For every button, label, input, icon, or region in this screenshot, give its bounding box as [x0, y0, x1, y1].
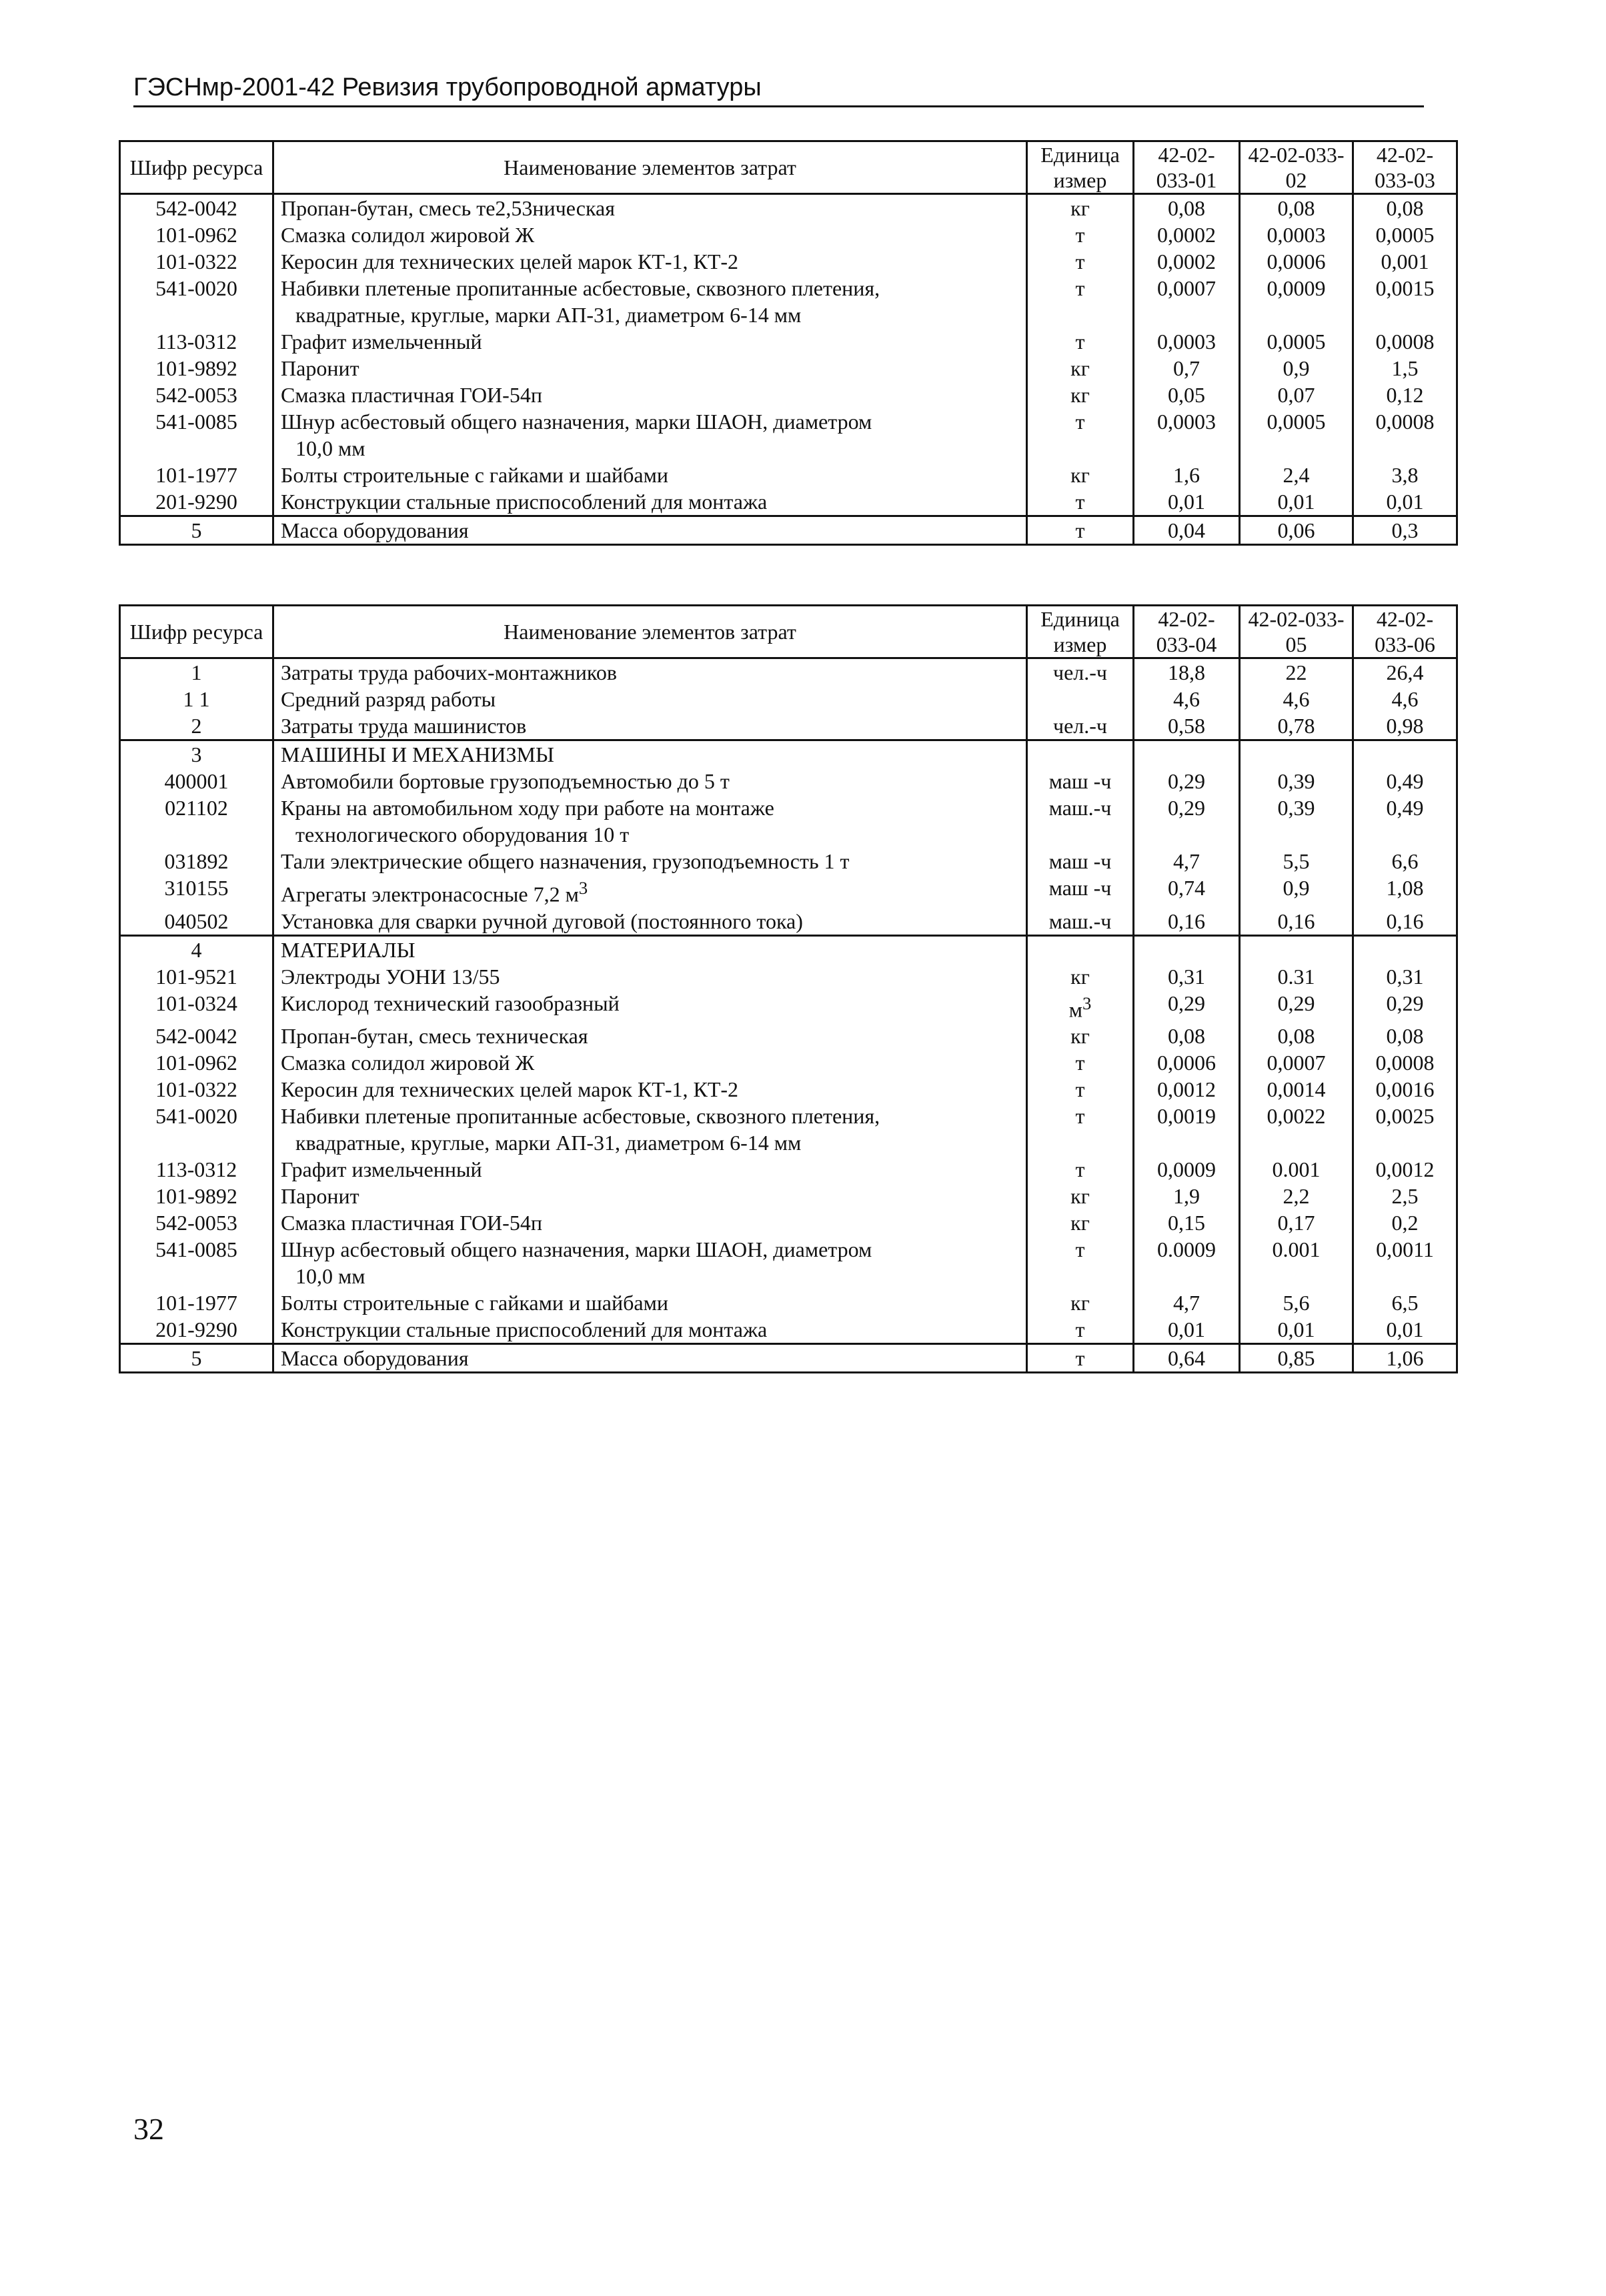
header-col2: 42-02-033-05: [1240, 606, 1353, 658]
row-value-2: [1240, 740, 1353, 768]
row-value-3: [1353, 935, 1457, 963]
row-value-3: 0,98: [1353, 712, 1457, 740]
page-number: 32: [133, 2112, 164, 2146]
row-value-2: 0,78: [1240, 712, 1353, 740]
row-value-2: 0,85: [1240, 1344, 1353, 1373]
row-value-1: 0,0012: [1134, 1076, 1240, 1103]
row-value-2: 2,2: [1240, 1183, 1353, 1209]
row-name: Автомобили бортовые грузоподъемностью до 5 т: [273, 768, 1027, 794]
row-value-3: 6,5: [1353, 1289, 1457, 1316]
row-value-3: 0,0011: [1353, 1236, 1457, 1289]
row-name-cell: [273, 794, 1027, 848]
table-row: [120, 658, 1457, 686]
row-value-3: 1,08: [1353, 875, 1457, 908]
row-unit: т: [1027, 1076, 1134, 1103]
row-unit: кг: [1027, 382, 1134, 408]
section-row: [120, 935, 1457, 963]
row-unit: т: [1027, 1156, 1134, 1183]
row-unit: т: [1027, 1103, 1134, 1156]
row-name: Графит измельченный: [273, 328, 1027, 355]
header-col3: 42-02-033-06: [1353, 606, 1457, 658]
row-code: 5: [120, 516, 273, 545]
row-unit: т: [1027, 408, 1134, 462]
row-value-1: 0,0006: [1134, 1049, 1240, 1076]
row-unit: т: [1027, 516, 1134, 545]
row-value-2: 22: [1240, 658, 1353, 686]
row-name: Масса оборудования: [273, 516, 1027, 545]
row-value-1: 0,0002: [1134, 248, 1240, 275]
row-unit: кг: [1027, 462, 1134, 488]
row-name: Паронит: [273, 355, 1027, 382]
row-code: 400001: [120, 768, 273, 794]
table-row: [120, 221, 1457, 248]
row-value-2: 0,9: [1240, 355, 1353, 382]
section-code: 3: [120, 740, 273, 768]
section-title: МАШИНЫ И МЕХАНИЗМЫ: [273, 740, 1027, 768]
row-code: 113-0312: [120, 1156, 273, 1183]
row-unit: чел.-ч: [1027, 712, 1134, 740]
row-code: 021102: [120, 794, 273, 848]
row-code: 201-9290: [120, 1316, 273, 1344]
header-code: Шифр ресурса: [120, 606, 273, 658]
row-name: Болты строительные с гайками и шайбами: [273, 1289, 1027, 1316]
row-value-1: 0,0009: [1134, 1156, 1240, 1183]
row-value-2: 4,6: [1240, 686, 1353, 712]
row-value-2: 0,9: [1240, 875, 1353, 908]
row-value-1: 0,05: [1134, 382, 1240, 408]
row-name-cell: [273, 1103, 1027, 1156]
row-value-3: 0,16: [1353, 908, 1457, 936]
row-value-3: 0,2: [1353, 1209, 1457, 1236]
table-row: [120, 908, 1457, 936]
row-name-continuation: технологического оборудования 10 т: [295, 822, 630, 846]
row-unit-superscript: 3: [1082, 993, 1092, 1013]
row-unit: м: [1068, 997, 1082, 1022]
row-name: Тали электрические общего назначения, грузоподъемность 1 т: [273, 848, 1027, 875]
row-name: Средний разряд работы: [273, 686, 1027, 712]
row-value-1: 0,0003: [1134, 328, 1240, 355]
row-value-1: 0,29: [1134, 768, 1240, 794]
header-col2: 42-02-033-02: [1240, 141, 1353, 194]
row-value-2: 0,08: [1240, 1023, 1353, 1049]
row-value-1: 0,0019: [1134, 1103, 1240, 1156]
row-name: Набивки плетеные пропитанные асбестовые, сквозного плетения,: [281, 276, 880, 300]
row-value-3: 2,5: [1353, 1183, 1457, 1209]
row-name-continuation: квадратные, круглые, марки АП-31, диаметром 6-14 мм: [295, 303, 802, 327]
table-row: [120, 990, 1457, 1023]
table-row: [120, 1076, 1457, 1103]
row-name: Керосин для технических целей марок КТ-1, КТ-2: [273, 1076, 1027, 1103]
row-value-3: 1,06: [1353, 1344, 1457, 1373]
table-row: [120, 462, 1457, 488]
row-name: Конструкции стальные приспособлений для монтажа: [273, 488, 1027, 516]
row-value-2: 0,0006: [1240, 248, 1353, 275]
row-unit: [1027, 686, 1134, 712]
row-value-1: [1134, 935, 1240, 963]
row-code: 101-0962: [120, 1049, 273, 1076]
row-value-1: 0,04: [1134, 516, 1240, 545]
row-name: Установка для сварки ручной дуговой (постоянного тока): [273, 908, 1027, 936]
section-code: 4: [120, 935, 273, 963]
table-row: [120, 768, 1457, 794]
row-name: Электроды УОНИ 13/55: [273, 963, 1027, 990]
row-unit: маш.-ч: [1027, 908, 1134, 936]
row-name: Пропан-бутан, смесь техническая: [273, 1023, 1027, 1049]
row-value-1: 0,0002: [1134, 221, 1240, 248]
row-value-3: 0,0012: [1353, 1156, 1457, 1183]
row-unit: кг: [1027, 963, 1134, 990]
table-row: [120, 1316, 1457, 1344]
row-code: 201-9290: [120, 488, 273, 516]
table-row: [120, 875, 1457, 908]
row-name: Графит измельченный: [273, 1156, 1027, 1183]
table-row: [120, 1289, 1457, 1316]
row-unit: кг: [1027, 194, 1134, 222]
row-value-2: [1240, 935, 1353, 963]
row-value-1: 0,16: [1134, 908, 1240, 936]
row-unit: т: [1027, 328, 1134, 355]
row-value-1: 1,6: [1134, 462, 1240, 488]
table-row: [120, 712, 1457, 740]
resource-table-1: [119, 140, 1458, 546]
row-value-1: 0,08: [1134, 1023, 1240, 1049]
row-unit: кг: [1027, 1183, 1134, 1209]
row-value-2: 0,08: [1240, 194, 1353, 222]
row-value-1: 0,7: [1134, 355, 1240, 382]
row-name: Агрегаты электронасосные 7,2 м: [281, 882, 579, 907]
row-value-3: 0,0025: [1353, 1103, 1457, 1156]
row-value-1: 0,01: [1134, 1316, 1240, 1344]
row-value-3: 0,001: [1353, 248, 1457, 275]
row-value-1: 0,01: [1134, 488, 1240, 516]
header-name: Наименование элементов затрат: [273, 606, 1027, 658]
row-unit: т: [1027, 221, 1134, 248]
row-value-3: 0,0005: [1353, 221, 1457, 248]
row-code: 541-0020: [120, 275, 273, 328]
row-unit: маш -ч: [1027, 848, 1134, 875]
row-name: Шнур асбестовый общего назначения, марки ШАОН, диаметром: [281, 410, 872, 434]
row-value-1: 4,6: [1134, 686, 1240, 712]
row-code: 101-9521: [120, 963, 273, 990]
row-code: 541-0020: [120, 1103, 273, 1156]
row-value-3: 0,0016: [1353, 1076, 1457, 1103]
row-value-3: 0,01: [1353, 488, 1457, 516]
row-value-1: 0,64: [1134, 1344, 1240, 1373]
row-value-1: 1,9: [1134, 1183, 1240, 1209]
table-row: [120, 1103, 1457, 1156]
row-code: 101-9892: [120, 1183, 273, 1209]
table-row: [120, 1344, 1457, 1373]
row-value-3: 0,49: [1353, 794, 1457, 848]
table-row: [120, 355, 1457, 382]
row-value-1: [1134, 740, 1240, 768]
table-header-row: [120, 606, 1457, 658]
row-value-3: 26,4: [1353, 658, 1457, 686]
row-value-3: 0,01: [1353, 1316, 1457, 1344]
row-value-3: 4,6: [1353, 686, 1457, 712]
row-code: 542-0042: [120, 194, 273, 222]
row-unit: т: [1027, 1049, 1134, 1076]
table-row: [120, 1049, 1457, 1076]
row-code: 113-0312: [120, 328, 273, 355]
row-value-2: 0.001: [1240, 1156, 1353, 1183]
row-value-2: 5,5: [1240, 848, 1353, 875]
row-value-1: 4,7: [1134, 848, 1240, 875]
table-row: [120, 963, 1457, 990]
table-row: [120, 328, 1457, 355]
page-header-title: ГЭСНмр-2001-42 Ревизия трубопроводной арматуры: [133, 72, 1424, 107]
table-row: [120, 516, 1457, 545]
row-value-1: 0,74: [1134, 875, 1240, 908]
row-unit: кг: [1027, 355, 1134, 382]
row-value-3: 0,0015: [1353, 275, 1457, 328]
row-unit: т: [1027, 488, 1134, 516]
row-value-2: 0,01: [1240, 488, 1353, 516]
row-code: 1 1: [120, 686, 273, 712]
row-value-3: 0,3: [1353, 516, 1457, 545]
row-value-2: 0,06: [1240, 516, 1353, 545]
row-name-cell: [273, 1236, 1027, 1289]
table-row: [120, 1183, 1457, 1209]
row-code: 5: [120, 1344, 273, 1373]
table-row: [120, 248, 1457, 275]
row-name: Краны на автомобильном ходу при работе на монтаже: [281, 796, 774, 820]
header-unit: Единица измер: [1027, 606, 1134, 658]
row-value-2: 0,17: [1240, 1209, 1353, 1236]
row-code: 101-9892: [120, 355, 273, 382]
row-unit: чел.-ч: [1027, 658, 1134, 686]
row-code: 542-0042: [120, 1023, 273, 1049]
row-value-2: 0,01: [1240, 1316, 1353, 1344]
row-value-3: 0,08: [1353, 194, 1457, 222]
row-value-3: 3,8: [1353, 462, 1457, 488]
header-col1: 42-02-033-04: [1134, 606, 1240, 658]
row-value-3: 0,12: [1353, 382, 1457, 408]
row-unit: т: [1027, 275, 1134, 328]
row-code: 541-0085: [120, 408, 273, 462]
row-value-2: 2,4: [1240, 462, 1353, 488]
row-value-3: 0,08: [1353, 1023, 1457, 1049]
row-code: 101-0322: [120, 1076, 273, 1103]
row-name-continuation: 10,0 мм: [295, 1264, 365, 1289]
row-name-superscript: 3: [578, 878, 588, 898]
row-name: Конструкции стальные приспособлений для монтажа: [273, 1316, 1027, 1344]
row-value-1: 0.0009: [1134, 1236, 1240, 1289]
table-row: [120, 408, 1457, 462]
row-unit: т: [1027, 248, 1134, 275]
row-value-3: 0,49: [1353, 768, 1457, 794]
table-row: [120, 794, 1457, 848]
row-unit: [1027, 935, 1134, 963]
row-value-2: 0,07: [1240, 382, 1353, 408]
row-name-continuation: 10,0 мм: [295, 436, 365, 460]
row-name: Смазка солидол жировой Ж: [273, 221, 1027, 248]
row-code: 101-1977: [120, 462, 273, 488]
row-unit: т: [1027, 1344, 1134, 1373]
table-row: [120, 1236, 1457, 1289]
row-code: 040502: [120, 908, 273, 936]
row-name-continuation: квадратные, круглые, марки АП-31, диаметром 6-14 мм: [295, 1131, 802, 1155]
row-value-2: 0,0005: [1240, 408, 1353, 462]
row-code: 542-0053: [120, 1209, 273, 1236]
table-row: [120, 686, 1457, 712]
table-header-row: [120, 141, 1457, 194]
row-unit: т: [1027, 1316, 1134, 1344]
header-code: Шифр ресурса: [120, 141, 273, 194]
row-value-2: 0,0005: [1240, 328, 1353, 355]
row-name: Масса оборудования: [273, 1344, 1027, 1373]
table-row: [120, 1156, 1457, 1183]
table-row: [120, 848, 1457, 875]
row-name: Кислород технический газообразный: [273, 990, 1027, 1023]
row-code: 2: [120, 712, 273, 740]
row-name-cell: [273, 875, 1027, 908]
row-value-1: 0,15: [1134, 1209, 1240, 1236]
row-name: Паронит: [273, 1183, 1027, 1209]
resource-table-2: [119, 604, 1458, 1373]
row-unit: [1027, 740, 1134, 768]
header-col3: 42-02-033-03: [1353, 141, 1457, 194]
row-value-1: 0,58: [1134, 712, 1240, 740]
row-value-1: 0,0007: [1134, 275, 1240, 328]
row-name: Шнур асбестовый общего назначения, марки ШАОН, диаметром: [281, 1237, 872, 1262]
row-value-3: [1353, 740, 1457, 768]
row-name: Болты строительные с гайками и шайбами: [273, 462, 1027, 488]
row-unit: кг: [1027, 1289, 1134, 1316]
row-value-2: 0.31: [1240, 963, 1353, 990]
table-row: [120, 382, 1457, 408]
row-unit: маш -ч: [1027, 875, 1134, 908]
row-unit: маш -ч: [1027, 768, 1134, 794]
row-value-2: 0,39: [1240, 794, 1353, 848]
table-row: [120, 488, 1457, 516]
row-code: 101-0324: [120, 990, 273, 1023]
row-value-1: 0,08: [1134, 194, 1240, 222]
row-name: Керосин для технических целей марок КТ-1, КТ-2: [273, 248, 1027, 275]
row-name-cell: [273, 275, 1027, 328]
row-name: Затраты труда рабочих-монтажников: [273, 658, 1027, 686]
row-value-3: 1,5: [1353, 355, 1457, 382]
row-value-2: 0,0014: [1240, 1076, 1353, 1103]
header-unit: Единица измер: [1027, 141, 1134, 194]
row-name: Смазка солидол жировой Ж: [273, 1049, 1027, 1076]
row-unit: маш.-ч: [1027, 794, 1134, 848]
row-value-1: 4,7: [1134, 1289, 1240, 1316]
row-value-3: 6,6: [1353, 848, 1457, 875]
row-code: 1: [120, 658, 273, 686]
row-value-2: 0,16: [1240, 908, 1353, 936]
row-code: 310155: [120, 875, 273, 908]
row-code: 101-0322: [120, 248, 273, 275]
row-value-3: 0,0008: [1353, 408, 1457, 462]
row-name: Затраты труда машинистов: [273, 712, 1027, 740]
row-unit: кг: [1027, 1209, 1134, 1236]
row-value-3: 0,0008: [1353, 1049, 1457, 1076]
row-value-2: 5,6: [1240, 1289, 1353, 1316]
section-row: [120, 740, 1457, 768]
row-code: 101-0962: [120, 221, 273, 248]
table-row: [120, 1023, 1457, 1049]
row-unit: т: [1027, 1236, 1134, 1289]
row-unit-cell: [1027, 990, 1134, 1023]
row-code: 031892: [120, 848, 273, 875]
row-value-2: 0.001: [1240, 1236, 1353, 1289]
row-value-1: 0,0003: [1134, 408, 1240, 462]
row-value-2: 0,0022: [1240, 1103, 1353, 1156]
row-name: Смазка пластичная ГОИ-54п: [273, 382, 1027, 408]
row-value-2: 0,0003: [1240, 221, 1353, 248]
row-value-1: 18,8: [1134, 658, 1240, 686]
section-title: МАТЕРИАЛЫ: [273, 935, 1027, 963]
header-name: Наименование элементов затрат: [273, 141, 1027, 194]
row-name: Пропан-бутан, смесь те2,53ническая: [273, 194, 1027, 222]
table-row: [120, 1209, 1457, 1236]
row-code: 541-0085: [120, 1236, 273, 1289]
row-value-3: 0,31: [1353, 963, 1457, 990]
row-value-2: 0,39: [1240, 768, 1353, 794]
row-unit: кг: [1027, 1023, 1134, 1049]
row-name: Смазка пластичная ГОИ-54п: [273, 1209, 1027, 1236]
row-value-2: 0,0007: [1240, 1049, 1353, 1076]
row-value-2: 0,29: [1240, 990, 1353, 1023]
row-value-3: 0,29: [1353, 990, 1457, 1023]
table-row: [120, 275, 1457, 328]
row-value-1: 0,31: [1134, 963, 1240, 990]
row-value-3: 0,0008: [1353, 328, 1457, 355]
row-value-1: 0,29: [1134, 990, 1240, 1023]
row-value-2: 0,0009: [1240, 275, 1353, 328]
row-name: Набивки плетеные пропитанные асбестовые, сквозного плетения,: [281, 1104, 880, 1129]
table-row: [120, 194, 1457, 222]
row-code: 542-0053: [120, 382, 273, 408]
row-name-cell: [273, 408, 1027, 462]
row-code: 101-1977: [120, 1289, 273, 1316]
header-col1: 42-02-033-01: [1134, 141, 1240, 194]
row-value-1: 0,29: [1134, 794, 1240, 848]
